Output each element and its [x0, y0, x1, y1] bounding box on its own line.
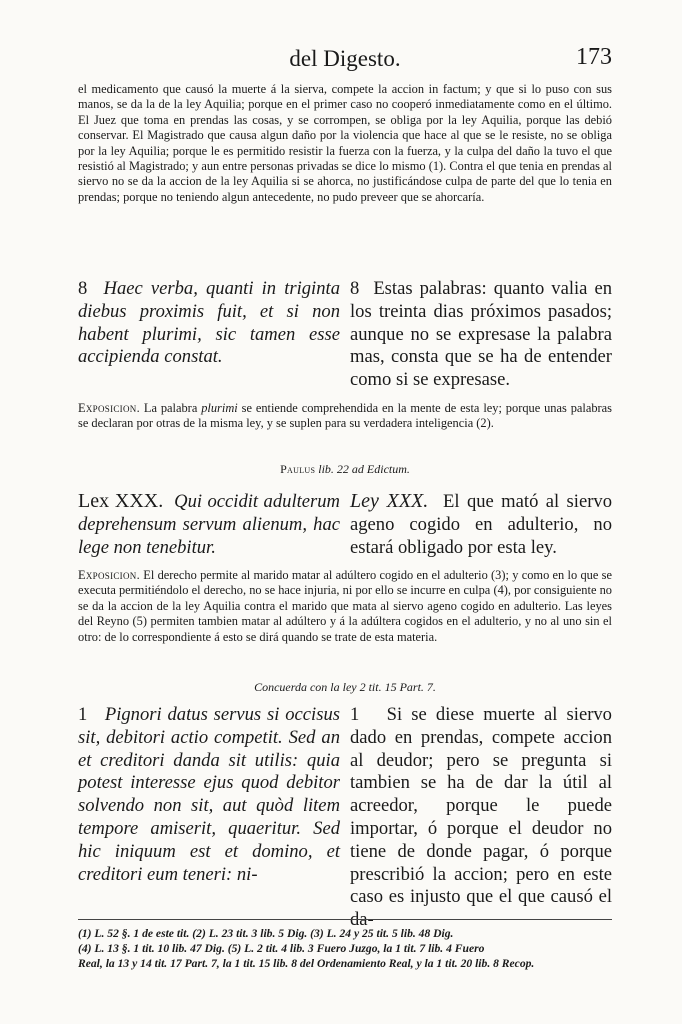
- section-8-spanish-number: 8: [350, 278, 360, 299]
- section-8-spanish: [350, 278, 612, 392]
- exposition-1-text-b: se entiende comprehendida en la mente de esta ley; porque unas palabras se declaran por otras de la misma ley, y se suplen para su verdadera inteligencia (2).: [78, 401, 612, 431]
- footnote-line: Real, la 13 y 14 tit. 17 Part. 7, la 1 tit. 15 lib. 8 del Ordenamiento Real, y la 1 tit. 20 lib. 8 Recop.: [78, 957, 535, 970]
- lex-30: [78, 490, 612, 559]
- exposition-1-italic-word: plurimi: [201, 401, 238, 415]
- section-8-latin-text: Haec verba, quanti in triginta diebus proximis fuit, et si non habent plurimi, sic tamen esse accipienda constat.: [78, 278, 340, 368]
- lex-30-latin: [78, 490, 340, 559]
- exposition-2-text: El derecho permite al marido matar al adúltero cogido en el adulterio (3); y como en lo que se executa permitiéndolo el derecho, no se hace injuria, ni por ello se incurre en culpa (4), por consiguiente no se da la accion de la ley Aquilia contra el marido que mata al siervo ageno cogido en adulterio. Las leyes del Reyno (5) permiten tambien matar al adúltero y á la adúltera cogidos en el adulterio, y no al uno sin el otro: de lo correspondiente á esto se dirá quando se trate de esta materia.: [78, 568, 612, 644]
- exposition-1-text-a: La palabra: [143, 401, 198, 415]
- section-1-latin-number: 1: [78, 704, 88, 725]
- commentary-top-text: el medicamento que causó la muerte á la sierva, compete la accion in factum; y que si lo puso con sus manos, se da la de la ley Aquilia; porque en el primer caso no cooperó inmediatamente como en el último. El Juez que toma en prendas las cosas, y se corrompen, se obliga por la ley Aquilia, porque las debió conservar. El Magistrado que causa algun daño por la violencia que hace al que se le resiste, no se obliga por la ley Aquilia; porque le es permitido resistir la fuerza con la fuerza, y la culpa del daño la tuvo el que resistió al Magistrado; y aun entre personas privadas se dice lo mismo (1). Contra el que tenia en prendas al siervo no se da la accion de la ley Aquilia si se ahorca, no justificándose culpa de parte del que lo tenia en prendas; porque no teniendo algun antecedente, no pudo preveer que se ahorcaría.: [78, 82, 612, 204]
- running-title: del Digesto.: [289, 46, 401, 71]
- page-number: 173: [576, 44, 612, 70]
- exposition-2: [78, 568, 612, 645]
- source-ref: lib. 22 ad Edictum.: [318, 462, 410, 476]
- footnotes: [78, 926, 612, 971]
- section-1-latin: [78, 704, 340, 932]
- source-author: Paulus: [280, 462, 316, 476]
- footnote-line: (4) L. 13 §. 1 tit. 10 lib. 47 Dig. (5) L. 2 tit. 4 lib. 3 Fuero Juzgo, la 1 tit. 7 lib. 4 Fuero: [78, 942, 485, 955]
- section-1-latin-text: Pignori datus servus si occisus sit, debitori actio competit. Sed an et creditori danda sit utilis: quia potest interesse ejus quod debitor solvendo non sit, aut quòd litem tempore amiserit, quaeritur. Sed hic iniquum est et domino, et creditori eum teneri: ni-: [78, 704, 340, 885]
- section-8-latin: [78, 278, 340, 392]
- section-8-latin-number: 8: [78, 278, 88, 299]
- concordance-note: Concuerda con la ley 2 tit. 15 Part. 7.: [254, 680, 436, 694]
- exposition-1-label: Exposicion.: [78, 401, 140, 415]
- section-1-spanish-text: Si se diese muerte al siervo dado en prendas, compete accion al deudor; pero se pregunta si tambien se ha de dar la útil al acreedor, porque le puede importar, ó porque el deudor no tiene de donde pagar, ó porque prescribió la accion; pero en este caso es injusto que el que causó el da-: [350, 704, 612, 931]
- footnote-line: (1) L. 52 §. 1 de este tit. (2) L. 23 tit. 3 lib. 5 Dig. (3) L. 24 y 25 tit. 5 lib. 48 Dig.: [78, 927, 454, 940]
- exposition-1: [78, 401, 612, 432]
- section-8-spanish-text: Estas palabras: quanto valia en los treinta dias próximos pasados; aunque no se expresase la palabra mas, consta que se ha de entender como si se expresase.: [350, 278, 612, 391]
- commentary-top: [78, 82, 612, 205]
- lex-30-latin-heading: Lex XXX.: [78, 490, 164, 512]
- section-8: [78, 278, 612, 392]
- lex-30-spanish-heading: Ley XXX.: [350, 490, 429, 512]
- section-1-spanish-number: 1: [350, 704, 360, 725]
- lex-30-spanish: [350, 490, 612, 559]
- section-1-spanish: [350, 704, 612, 932]
- lex-30-latin-text: Qui occidit adulterum deprehensum servum alienum, hac lege non tenebitur.: [78, 491, 340, 558]
- footnote-rule: [78, 919, 612, 920]
- lex-30-spanish-text: El que mató al siervo ageno cogido en adulterio, no estará obligado por esta ley.: [350, 491, 612, 558]
- exposition-2-label: Exposicion.: [78, 568, 140, 582]
- page-header: [78, 44, 612, 78]
- section-1: [78, 704, 612, 932]
- source-citation: [78, 462, 612, 477]
